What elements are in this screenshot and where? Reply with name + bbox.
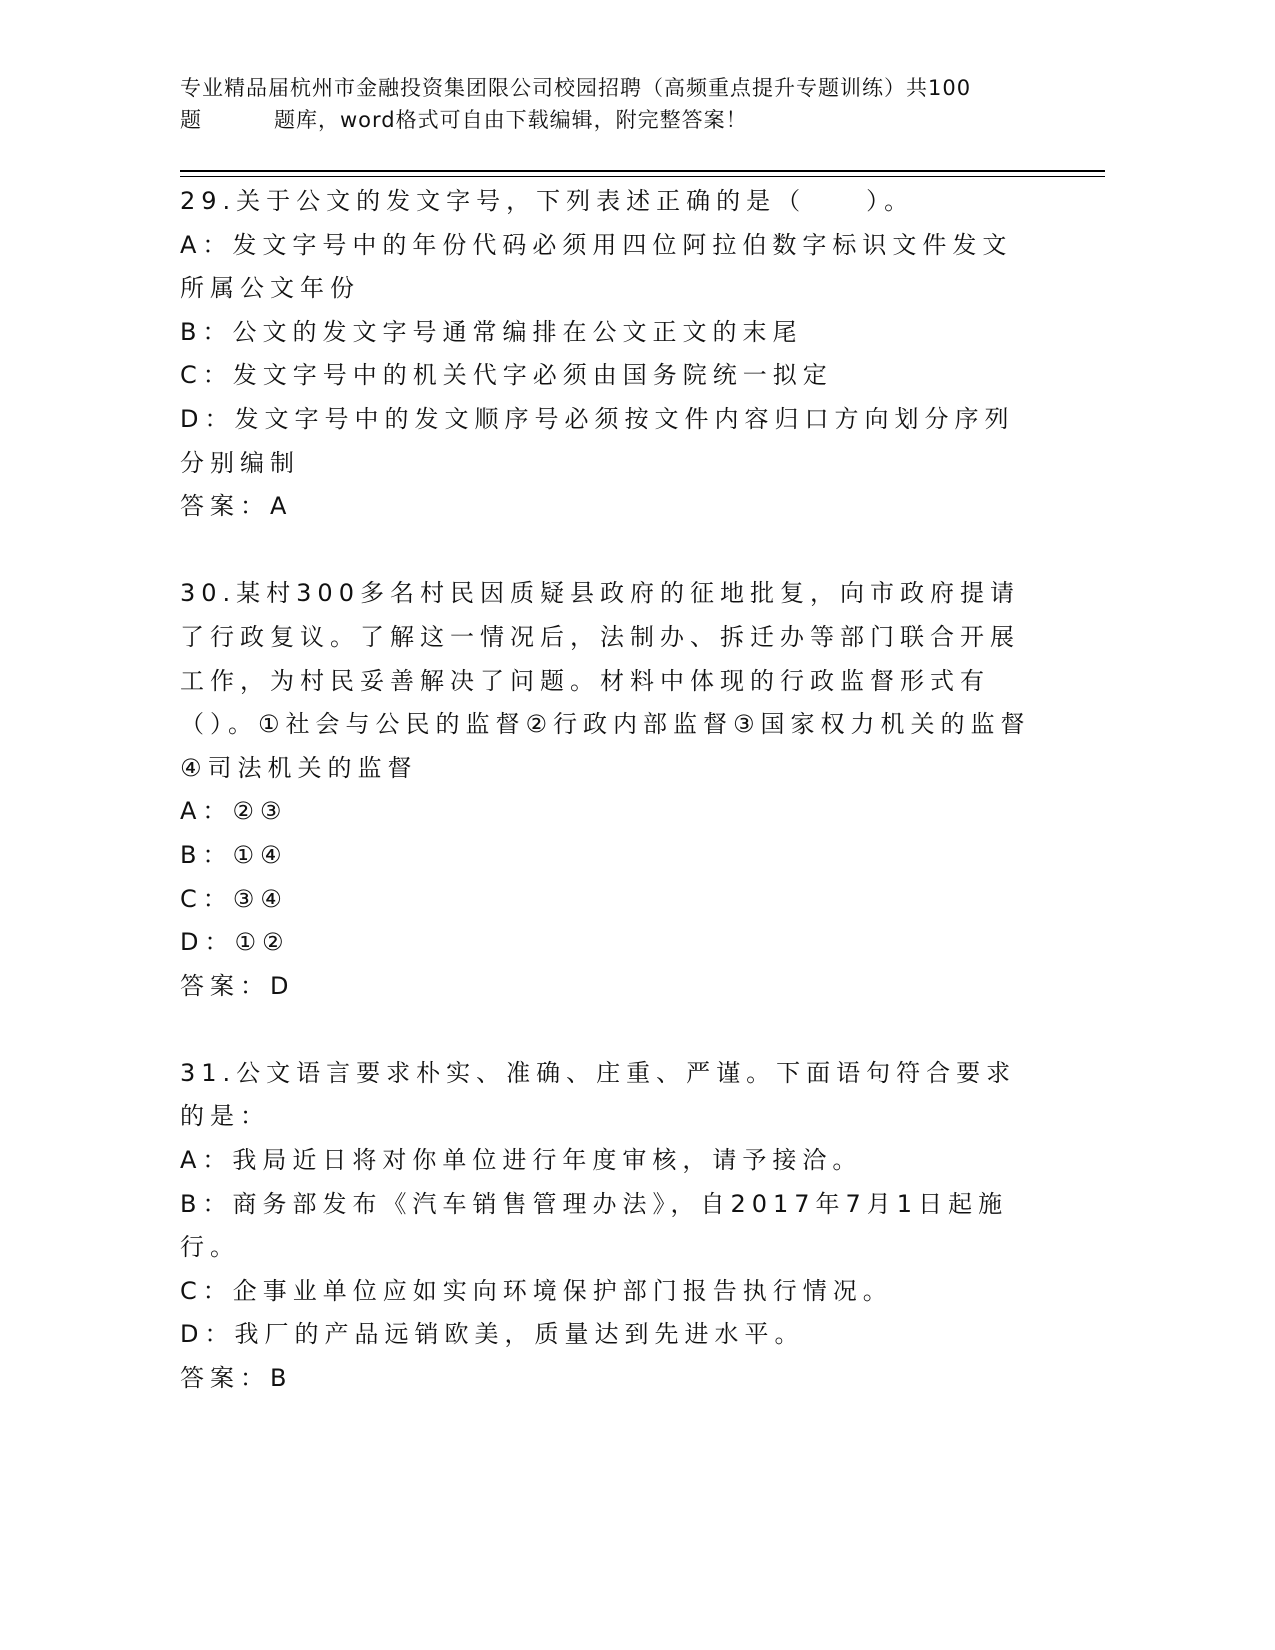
option-b: B：商务部发布《汽车销售管理办法》，自2017年7月1日起施行。	[180, 1189, 1009, 1262]
answer: 答案：B	[180, 1364, 293, 1393]
option-c: C：发文字号中的机关代字必须由国务院统一拟定	[180, 361, 833, 390]
answer: 答案：A	[180, 492, 293, 521]
option-d: D：我厂的产品远销欧美，质量达到先进水平。	[180, 1320, 805, 1349]
option-a: A：发文字号中的年份代码必须用四位阿拉伯数字标识文件发文所属公文年份	[180, 230, 1013, 303]
option-a: A：②③	[180, 797, 288, 826]
option-d: D：①②	[180, 928, 290, 957]
question-29	[180, 180, 1035, 529]
header-title-line2-b: 题库，word格式可自由下载编辑，附完整答案！	[274, 108, 748, 132]
header-title-line2-a: 题	[180, 108, 202, 132]
question-30	[180, 572, 1035, 1008]
document-header	[180, 72, 1040, 136]
header-divider-thin	[180, 176, 1105, 177]
question-stem: 30.某村300多名村民因质疑县政府的征地批复，向市政府提请了行政复议。了解这一情况后，法制办、拆迁办等部门联合开展工作，为村民妥善解决了问题。材料中体现的行政监督形式有（）。①社会与公民的监督②行政内部监督③国家权力机关的监督④司法机关的监督	[180, 579, 1031, 782]
option-b: B：①④	[180, 840, 288, 869]
question-stem: 31.公文语言要求朴实、准确、庄重、严谨。下面语句符合要求的是：	[180, 1058, 1017, 1131]
option-b: B：公文的发文字号通常编排在公文正文的末尾	[180, 317, 803, 346]
option-d: D：发文字号中的发文顺序号必须按文件内容归口方向划分序列分别编制	[180, 404, 1015, 477]
answer: 答案：D	[180, 971, 295, 1000]
option-c: C：③④	[180, 884, 288, 913]
option-c: C：企事业单位应如实向环境保护部门报告执行情况。	[180, 1276, 893, 1305]
question-31	[180, 1052, 1035, 1401]
header-title-line1: 专业精品届杭州市金融投资集团限公司校园招聘（高频重点提升专题训练）共100	[180, 76, 972, 100]
question-stem: 29.关于公文的发文字号，下列表述正确的是（ ）。	[180, 187, 915, 215]
question-list	[180, 180, 1035, 1444]
header-divider-thick	[180, 170, 1105, 172]
option-a: A：我局近日将对你单位进行年度审核，请予接洽。	[180, 1146, 863, 1175]
